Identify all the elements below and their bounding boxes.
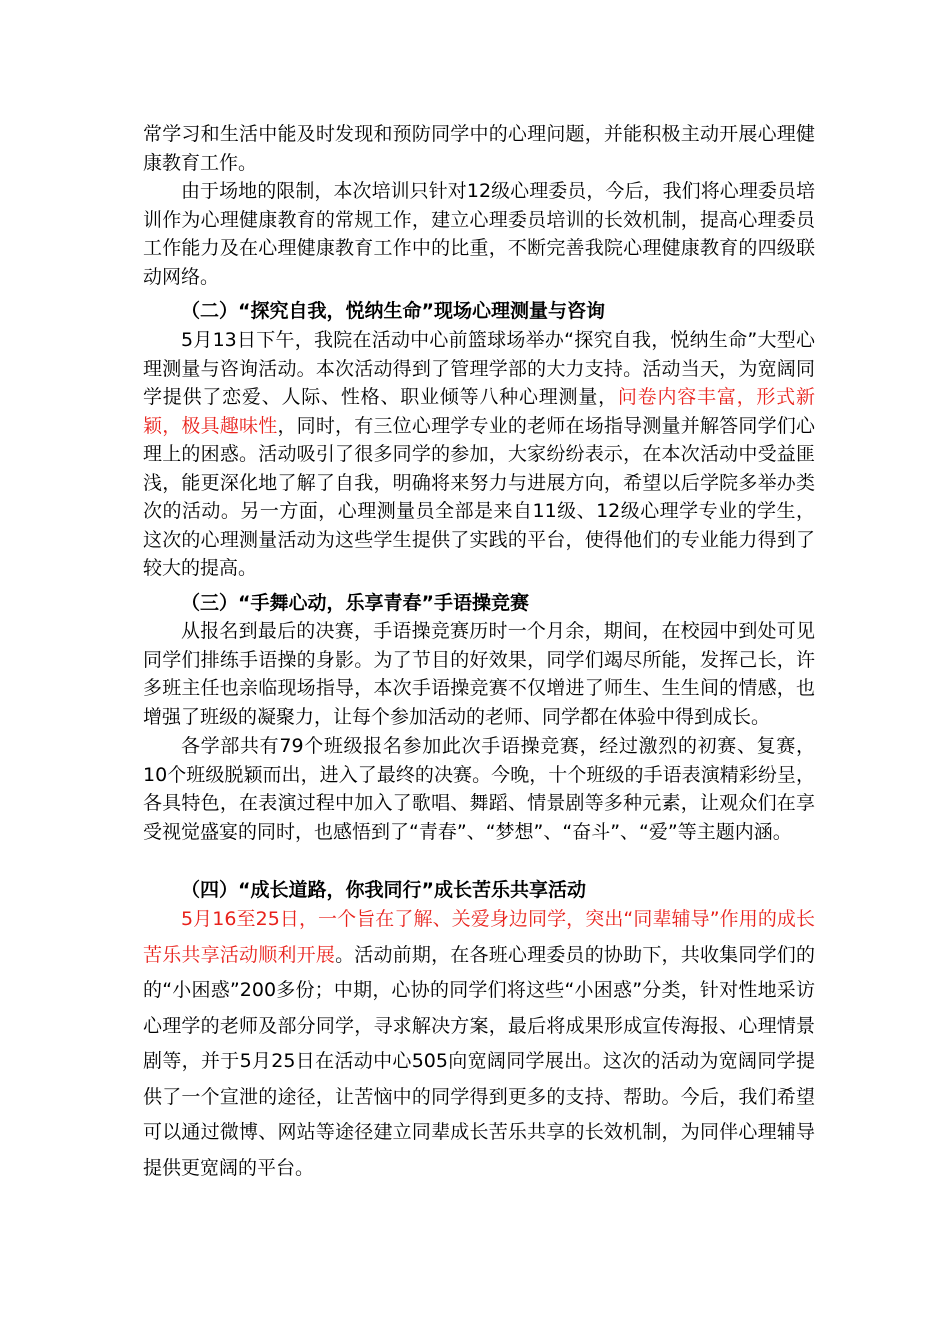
paragraph-text: 。活动前期，在各班心理委员的协助下，共收集同学们的的“小困惑”200多份；中期，心协的同学们将这些“小困惑”分类，针对性地采访心理学的老师及部分同学，寻求解决方案，最后将成果形成宣传海报、心理情景剧等，并于5月25日在活动中心505向宽阔同学展出。这次的活动为宽阔同学提供了一个宣泄的途径，让苦恼中的同学得到更多的支持、帮助。今后，我们希望可以通过微博、网站等途径建立同辈成长苦乐共享的长效机制，为同伴心理辅导提供更宽阔的平台。 — [143, 943, 815, 1179]
section-heading-2: （二）“探究自我，悦纳生命”现场心理测量与咨询 — [181, 300, 605, 322]
section-heading-4: （四）“成长道路，你我同行”成长苦乐共享活动 — [181, 879, 586, 901]
highlighted-text: 问卷内容丰富，形式新颖，极具趣味性 — [143, 386, 815, 437]
paragraph-competition-results: 各学部共有79个班级报名参加此次手语操竞赛，经过激烈的初赛、复赛，10个班级脱颖而出，进入了最终的决赛。今晚，十个班级的手语表演精彩纷呈，各具特色，在表演过程中加入了歌唱、舞蹈、情景剧等多种元素，让观众们在享受视觉盛宴的同时，也感悟到了“青春”、“梦想”、“奋斗”、“爱”等主题内涵。 — [143, 735, 815, 843]
paragraph-sign-language: 从报名到最后的决赛，手语操竞赛历时一个月余，期间，在校园中到处可见同学们排练手语操的身影。为了节目的好效果，同学们竭尽所能，发挥己长，许多班主任也亲临现场指导，本次手语操竞赛不仅增进了师生、生生间的情感，也增强了班级的凝聚力，让每个参加活动的老师、同学都在体验中得到成长。 — [143, 620, 815, 728]
paragraph-text: 5月13日下午，我院在活动中心前篮球场举办“探究自我，悦纳生命”大型心理测量与咨询活动。本次活动得到了管理学部的大力支持。活动当天，为宽阔同学提供了恋爱、人际、性格、职业倾等八种心理测量， — [143, 329, 815, 408]
section-heading-3: （三）“手舞心动，乐享青春”手语操竞赛 — [181, 592, 529, 614]
paragraph-psych-test — [143, 326, 815, 583]
highlighted-text: 5月16至25日，一个旨在了解、关爱身边同学，突出“同辈辅导”作用的成长苦乐共享活动顺利开展 — [143, 908, 815, 966]
paragraph-text: ，同时，有三位心理学专业的老师在场指导测量并解答同学们心理上的困惑。活动吸引了很多同学的参加，大家纷纷表示，在本次活动中受益匪浅，能更深化地了解了自我，明确将来努力与进展方向，希望以后学院多举办类次的活动。另一方面，心理测量员全部是来自11级、12级心理学专业的学生，这次的心理测量活动为这些学生提供了实践的平台，使得他们的专业能力得到了较大的提高。 — [143, 414, 815, 579]
paragraph-sharing-activity — [143, 902, 815, 1186]
paragraph-continuation: 常学习和生活中能及时发现和预防同学中的心理问题，并能积极主动开展心理健康教育工作。 — [143, 123, 815, 174]
paragraph-training-limits: 由于场地的限制，本次培训只针对12级心理委员，今后，我们将心理委员培训作为心理健康教育的常规工作，建立心理委员培训的长效机制，提高心理委员工作能力及在心理健康教育工作中的比重，不断完善我院心理健康教育的四级联动网络。 — [143, 180, 815, 288]
